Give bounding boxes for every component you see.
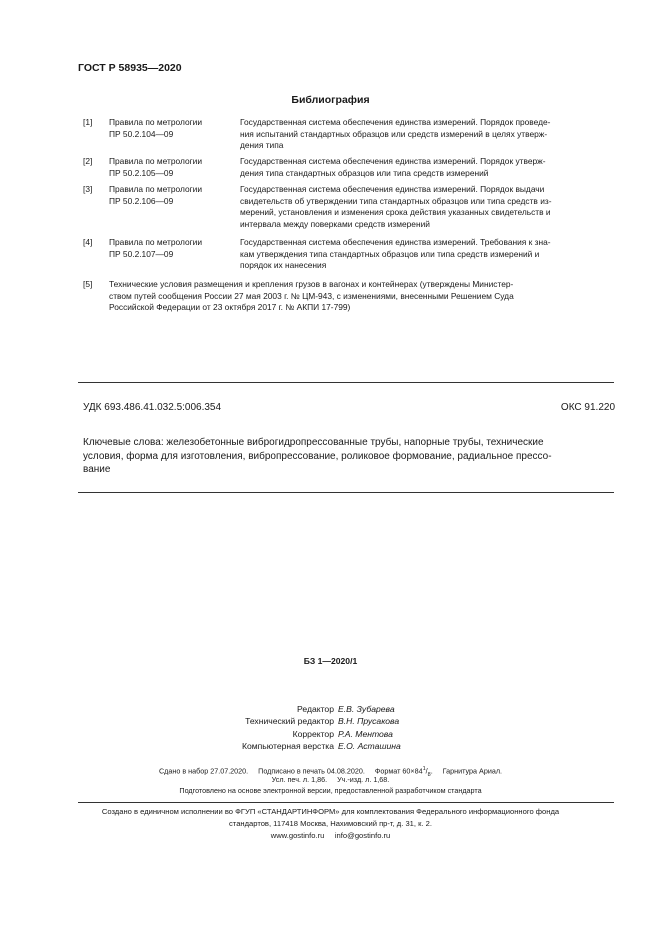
ref-number: [4]	[83, 237, 93, 247]
prepared-note: Подготовлено на основе электронной версии, предоставленной разработчиком стандарта	[179, 786, 482, 795]
ref-document	[109, 237, 234, 260]
publisher-contacts: www.gostinfo.ru info@gostinfo.ru	[270, 831, 391, 840]
standard-number: ГОСТ Р 58935—2020	[78, 62, 182, 74]
ref-document	[109, 156, 234, 179]
ref-description	[240, 237, 615, 272]
format-fraction-den: 8	[427, 771, 431, 778]
ref-number: [5]	[83, 279, 93, 289]
publisher-address: стандартов, 117418 Москва, Нахимовский пр-т, д. 31, к. 2.	[229, 819, 432, 828]
print-details: Сдано в набор 27.07.2020. Подписано в печать 04.08.2020. Формат $60\times 84^1/_8$. Гарнитура Ариал.	[158, 766, 503, 778]
credit-role: Корректор	[292, 729, 334, 739]
ref-desc-line: мерений, установления и изменения срока действия указанных свидетельств и	[240, 207, 551, 218]
print-details-text: . Гарнитура Ариал.	[430, 766, 503, 776]
bibliography-title: Библиография	[291, 94, 370, 106]
ref-doc-code: ПР 50.2.104—09	[109, 128, 174, 139]
ref-desc-line: дения типа	[240, 140, 284, 151]
keywords-line: вание	[83, 464, 111, 476]
ref-doc-line: Правила по метрологии	[109, 156, 203, 166]
print-details-text: Сдано в набор 27.07.2020. Подписано в печать 04.08.2020. Формат 60×84	[158, 766, 423, 776]
divider	[78, 802, 614, 803]
credit-name: В.Н. Прусакова	[338, 716, 400, 726]
ref-desc-line: ния испытаний стандартных образцов или средств измерений в целях утверж-	[240, 128, 548, 139]
ref-doc-line: Правила по метрологии	[109, 117, 203, 127]
keywords-line: условия, форма для изготовления, вибропрессование, роликовое формование, радиальное прессо-	[83, 450, 552, 462]
ref-desc-line: Государственная система обеспечения единства измерений. Порядок утверж-	[240, 156, 546, 166]
ref-desc-line: Российской Федерации от 23 октября 2017 г. № АКПИ 17-799)	[109, 302, 351, 313]
ref-description	[240, 117, 615, 152]
ref-desc-line: Государственная система обеспечения единства измерений. Порядок проведе-	[240, 117, 551, 127]
ref-doc-code: ПР 50.2.106—09	[109, 195, 174, 206]
ref-desc-line: Государственная система обеспечения единства измерений. Требования к зна-	[240, 237, 551, 247]
ref-description	[109, 279, 615, 314]
ref-desc-line: кам утверждения типа стандартных образцов или типа средств измерений и	[240, 248, 540, 259]
ref-desc-line: порядок их нанесения	[240, 260, 327, 271]
ref-document	[109, 184, 234, 207]
ref-doc-code: ПР 50.2.107—09	[109, 248, 174, 259]
udk-code: УДК 693.486.41.032.5:006.354	[83, 402, 222, 413]
ref-description	[240, 184, 615, 230]
credit-role: Компьютерная верстка	[241, 741, 334, 751]
credit-name: Р.А. Ментова	[338, 729, 393, 739]
divider	[78, 492, 614, 493]
ref-desc-line: свидетельств об утверждении типа стандартных образцов или типа средств из-	[240, 195, 552, 206]
ref-desc-line: Технические условия размещения и крепления грузов в вагонах и контейнерах (утверждены Министер-	[109, 279, 514, 289]
format-fraction-num: 1	[422, 766, 426, 772]
divider	[78, 382, 614, 383]
ref-doc-line: Правила по метрологии	[109, 184, 203, 194]
ref-doc-line: Правила по метрологии	[109, 237, 203, 247]
keywords	[83, 436, 610, 477]
ref-doc-code: ПР 50.2.105—09	[109, 167, 174, 178]
credit-name: Е.В. Зубарева	[338, 704, 395, 714]
ref-document	[109, 117, 234, 140]
ref-number: [1]	[83, 117, 93, 127]
credit-role: Технический редактор	[245, 716, 334, 726]
oks-code: ОКС 91.220	[560, 402, 615, 413]
ref-desc-line: Государственная система обеспечения единства измерений. Порядок выдачи	[240, 184, 545, 194]
credit-name: Е.О. Асташина	[338, 741, 401, 751]
ref-number: [2]	[83, 156, 93, 166]
credit-role: Редактор	[297, 704, 334, 714]
ref-number: [3]	[83, 184, 93, 194]
bz-number: БЗ 1—2020/1	[303, 656, 358, 666]
print-sheets: Усл. печ. л. 1,86. Уч.-изд. л. 1,68.	[271, 775, 390, 784]
keywords-line: Ключевые слова: железобетонные виброгидропрессованные трубы, напорные трубы, технические	[83, 437, 544, 448]
publisher-line: Создано в единичном исполнении во ФГУП «СТАНДАРТИНФОРМ» для комплектования Федерального информационного фонда	[101, 807, 560, 816]
ref-desc-line: ством путей сообщения России 27 мая 2003 г. № ЦМ-943, с изменениями, внесенными Решением Суда	[109, 290, 514, 301]
ref-desc-line: дения типа стандартных образцов или типа средств измерений	[240, 167, 489, 178]
ref-desc-line: интервала между поверками средств измерений	[240, 218, 430, 229]
ref-description	[240, 156, 615, 179]
